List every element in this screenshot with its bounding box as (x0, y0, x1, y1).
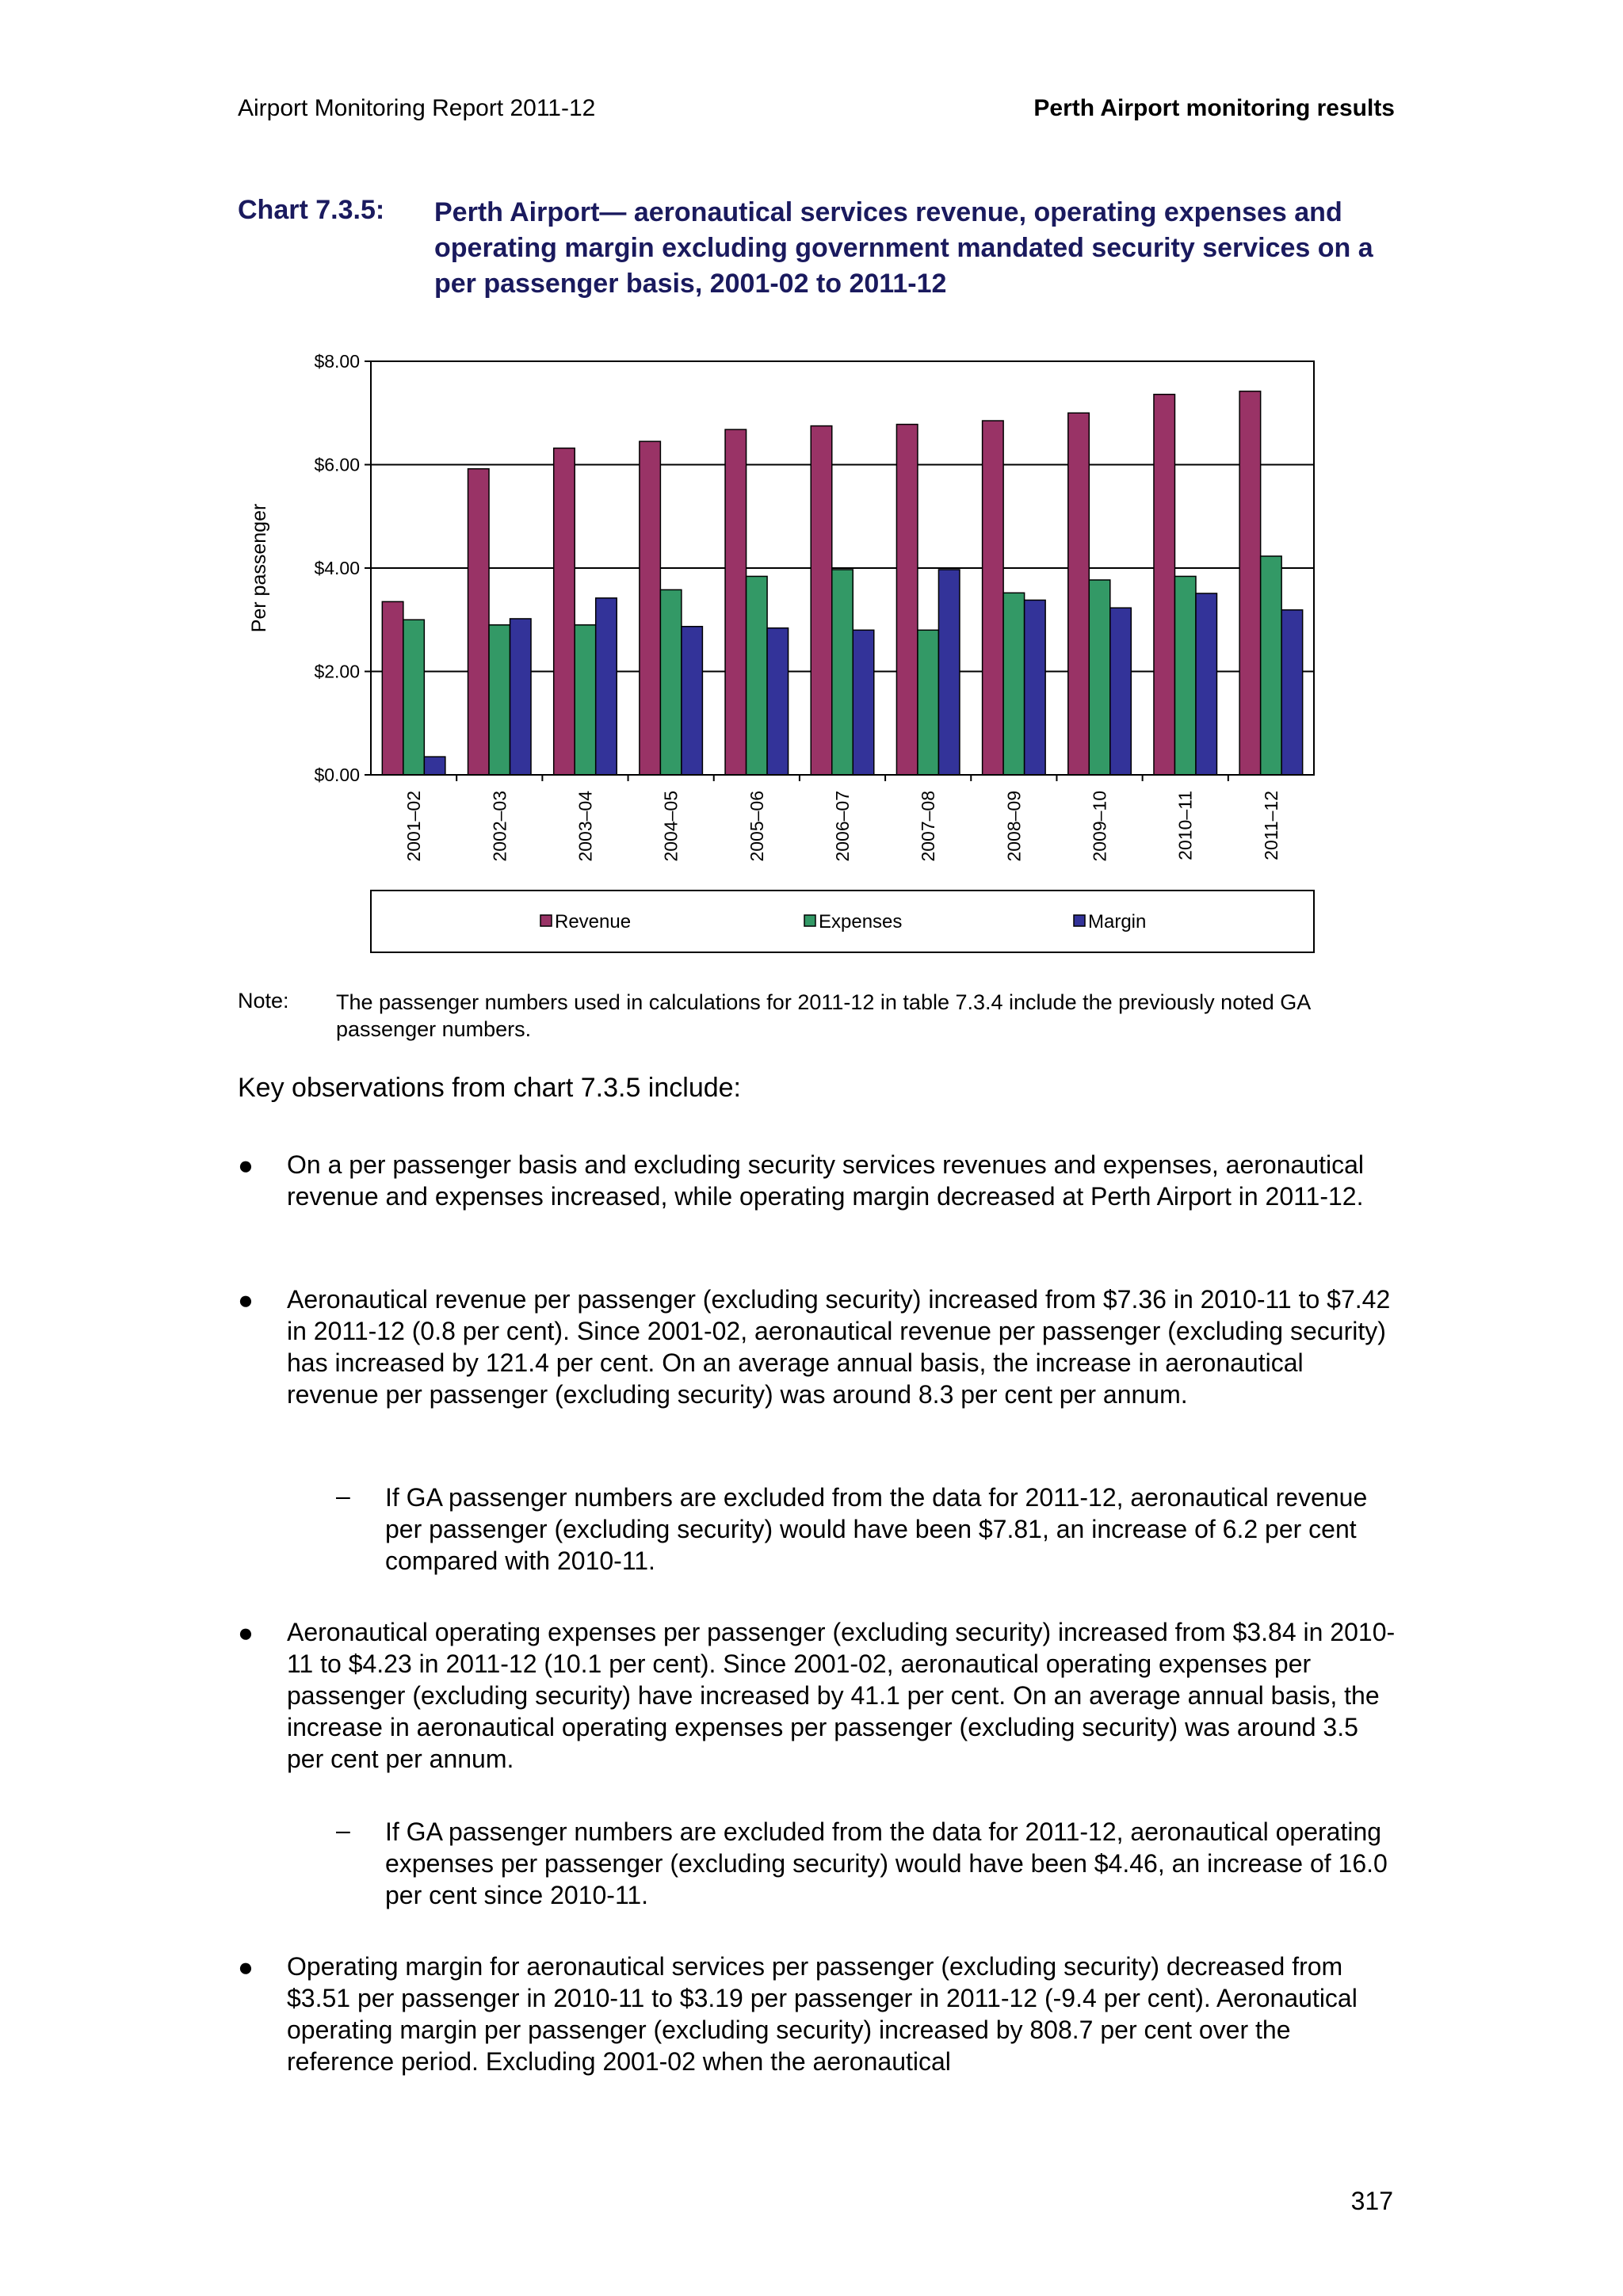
bar-expenses-4 (660, 589, 682, 775)
page-number: 317 (1350, 2187, 1393, 2215)
observation-3-sub: If GA passenger numbers are excluded from the data for 2011-12, aeronautical operating expenses per passenger (excluding security) would have been $4.46, an increase of 16.0 per cent since 2010-11. (385, 1817, 1388, 1909)
section-header: Perth Airport monitoring results (1033, 95, 1395, 121)
x-tick-label: 2003–04 (575, 791, 596, 862)
y-axis-label: Per passenger (248, 503, 270, 633)
bar-margin-9 (1110, 608, 1132, 775)
bullet-icon: ● (238, 1952, 254, 1981)
bar-expenses-3 (575, 625, 596, 775)
bar-revenue-7 (896, 425, 918, 775)
bar-expenses-2 (489, 625, 510, 775)
note-label: Note: (238, 989, 289, 1013)
bar-margin-2 (510, 619, 532, 775)
bar-margin-5 (767, 628, 789, 775)
bar-revenue-6 (811, 426, 832, 775)
bar-revenue-5 (725, 429, 747, 775)
x-tick-label: 2011–12 (1260, 791, 1281, 860)
bar-revenue-4 (640, 441, 661, 775)
bar-expenses-1 (403, 620, 425, 775)
legend-label-margin: Margin (1088, 911, 1147, 933)
bar-revenue-3 (554, 448, 575, 775)
bar-margin-11 (1281, 610, 1303, 775)
bar-margin-4 (682, 627, 703, 775)
y-tick-label: $4.00 (314, 558, 360, 578)
observation-1: On a per passenger basis and excluding security services revenues and expenses, aeronautical revenue and expenses increased, while operating margin decreased at Perth Airport in 2011-12. (287, 1150, 1365, 1211)
report-title-header: Airport Monitoring Report 2011-12 (238, 95, 596, 121)
observation-2-sub: If GA passenger numbers are excluded from the data for 2011-12, aeronautical revenue per passenger (excluding security) would have been $7.81, an increase of 6.2 per cent compared with 2010-11. (385, 1483, 1368, 1575)
legend-swatch-expenses (804, 915, 815, 926)
note-text: The passenger numbers used in calculations for 2011-12 in table 7.3.4 include the previously noted GA passenger numbers. (336, 990, 1310, 1041)
bar-expenses-11 (1261, 556, 1282, 775)
x-tick-label: 2005–06 (746, 791, 767, 862)
bar-chart (230, 341, 1339, 959)
bar-margin-8 (1025, 600, 1046, 775)
observation-3: Aeronautical operating expenses per passenger (excluding security) increased from $3.84 in 2010-11 to $4.23 in 2011-12 (10.1 per cent). Since 2001-02, aeronautical operating expenses per passenger (excluding security) have increased by 41.1 per cent. On an average annual basis, the increase in aeronautical operating expenses per passenger (excluding security) was around 3.5 per cent per annum. (287, 1618, 1396, 1773)
bar-margin-1 (424, 757, 445, 775)
bar-expenses-7 (918, 630, 939, 775)
bar-expenses-8 (1003, 593, 1025, 775)
y-tick-label: $6.00 (314, 454, 360, 475)
y-tick-label: $0.00 (314, 765, 360, 785)
bar-revenue-9 (1068, 413, 1090, 775)
observation-4: Operating margin for aeronautical services per passenger (excluding security) decreased from $3.51 per passenger in 2010-11 to $3.19 per passenger in 2011-12 (-9.4 per cent). Aeronautical operating margin per passenger (excluding security) increased by 808.7 per cent over the reference period. Excluding 2001-02 when the aeronautical (287, 1952, 1358, 2076)
bullet-icon: ● (238, 1150, 254, 1180)
bar-revenue-1 (382, 601, 403, 775)
bar-expenses-9 (1089, 580, 1110, 775)
bullet-icon: ● (238, 1618, 254, 1647)
legend-swatch-margin (1074, 915, 1085, 926)
x-tick-label: 2009–10 (1089, 791, 1110, 862)
bar-margin-10 (1196, 593, 1217, 775)
bar-margin-3 (596, 598, 617, 775)
bullet-icon: ● (238, 1285, 254, 1314)
x-tick-label: 2008–09 (1003, 791, 1025, 862)
x-tick-label: 2010–11 (1174, 791, 1196, 860)
x-tick-label: 2002–03 (489, 791, 510, 862)
dash-icon: – (336, 1816, 350, 1844)
bar-expenses-10 (1174, 576, 1196, 775)
y-tick-label: $8.00 (314, 351, 360, 372)
bar-revenue-8 (983, 421, 1004, 775)
y-tick-label: $2.00 (314, 661, 360, 682)
x-axis-ticks (403, 775, 1281, 862)
x-tick-label: 2001–02 (403, 791, 425, 862)
bar-margin-7 (938, 570, 960, 775)
bar-expenses-5 (747, 576, 768, 775)
dash-icon: – (336, 1482, 350, 1510)
x-tick-label: 2007–08 (918, 791, 939, 862)
chart-number: Chart 7.3.5: (238, 195, 385, 225)
bar-revenue-2 (468, 469, 490, 775)
bar-revenue-11 (1239, 391, 1261, 775)
bar-margin-6 (853, 630, 874, 775)
observations-heading: Key observations from chart 7.3.5 include: (238, 1073, 741, 1103)
legend-swatch-revenue (540, 915, 552, 926)
chart-title: Perth Airport— aeronautical services revenue, operating expenses and operating margin excluding government mandated security services on a per passenger basis, 2001-02 to 2011-12 (434, 197, 1373, 299)
bar-expenses-6 (832, 570, 854, 775)
y-axis-ticks (314, 351, 371, 785)
bar-revenue-10 (1154, 395, 1175, 775)
legend-label-expenses: Expenses (819, 911, 903, 933)
x-tick-label: 2004–05 (660, 791, 682, 862)
bars (382, 391, 1302, 775)
legend-label-revenue: Revenue (555, 911, 632, 933)
observation-2: Aeronautical revenue per passenger (excluding security) increased from $7.36 in 2010-11 to $7.42 in 2011-12 (0.8 per cent). Since 2001-02, aeronautical revenue per passenger (excluding security) has increased by 121.4 per cent. On an average annual basis, the increase in aeronautical revenue per passenger (excluding security) was around 8.3 per cent per annum. (287, 1285, 1391, 1409)
x-tick-label: 2006–07 (832, 791, 853, 862)
